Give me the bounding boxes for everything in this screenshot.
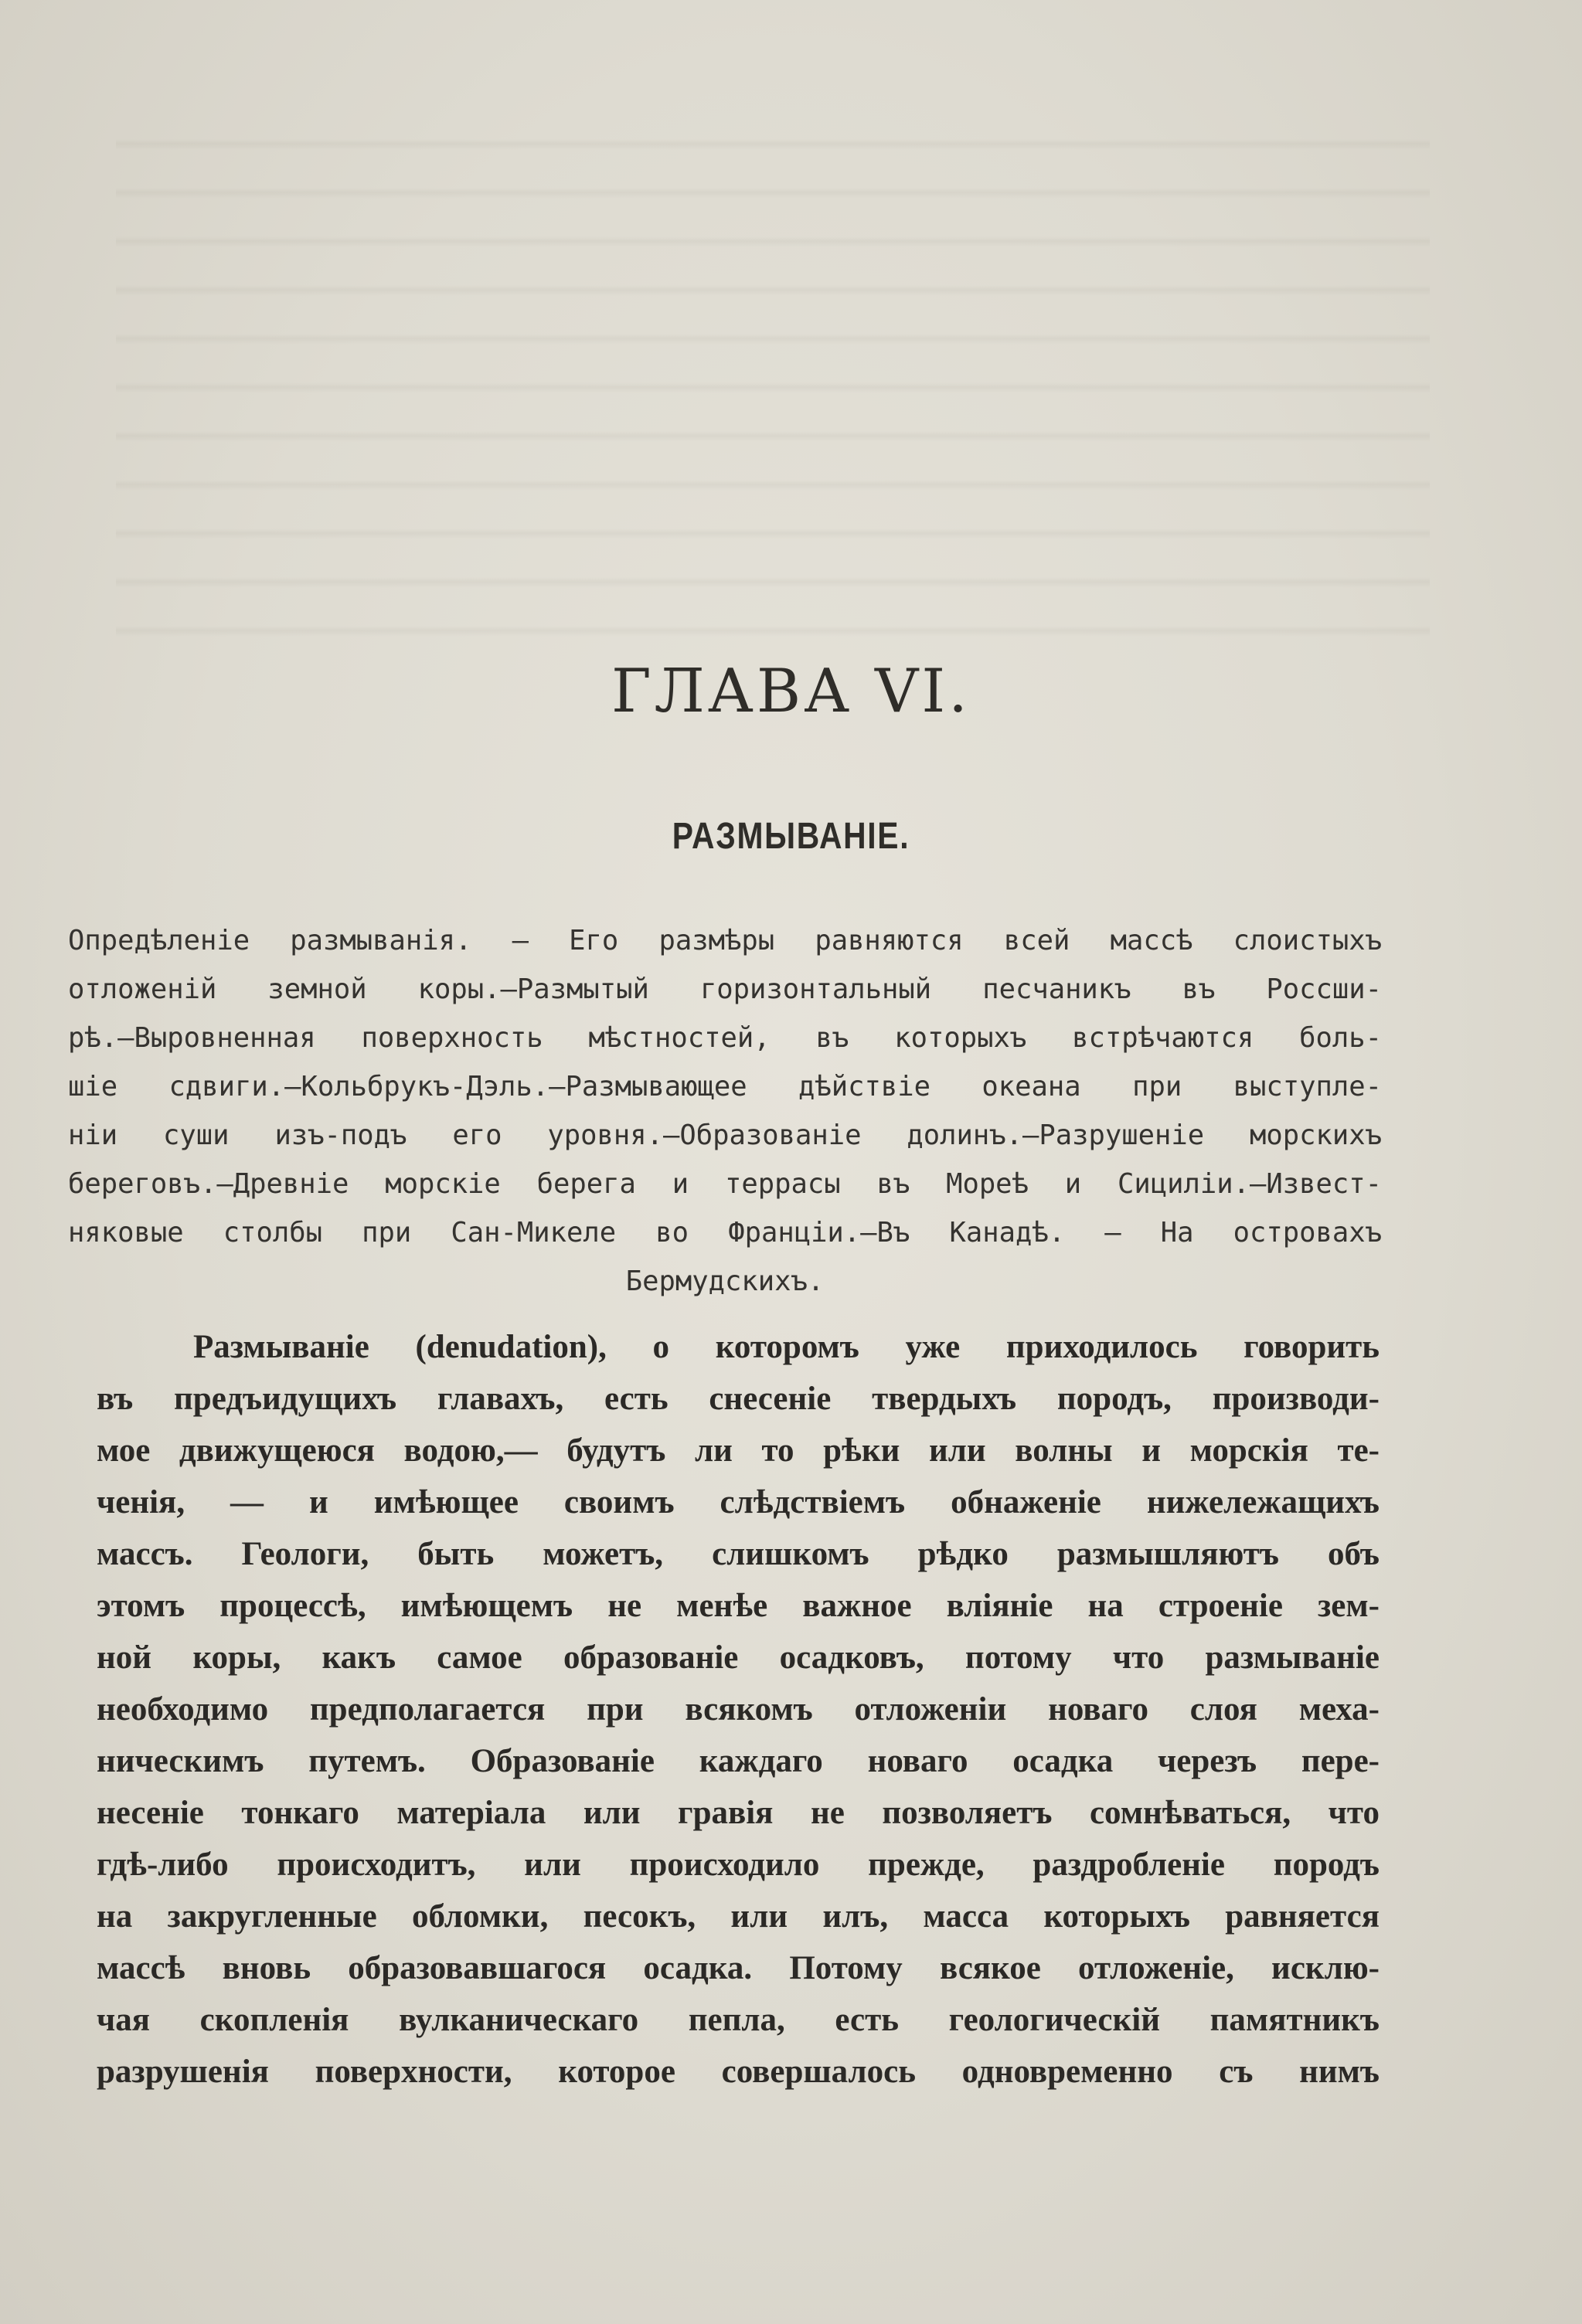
chapter-title: ГЛАВА VI. <box>611 657 971 726</box>
summary-line: отложеній земной коры.—Размытый горизонтальный песчаникъ въ Россши- <box>68 973 1382 1005</box>
body-line: массѣ вновь образовавшагося осадка. Потому всякое отложеніе, исклю- <box>97 1950 1380 1986</box>
chapter-summary <box>68 916 1382 1306</box>
body-line: этомъ процессѣ, имѣющемъ не менѣе важное вліяніе на строеніе зем- <box>97 1588 1380 1624</box>
bleed-through-text <box>116 116 1430 657</box>
summary-line: ніи суши изъ-подъ его уровня.—Образованіе долинъ.—Разрушеніе морскихъ <box>68 1120 1382 1151</box>
body-line: несеніе тонкаго матеріала или гравія не позволяетъ сомнѣваться, что <box>97 1795 1380 1831</box>
summary-line: береговъ.—Древніе морскіе берега и террасы въ Мореѣ и Сициліи.—Извест- <box>68 1168 1382 1200</box>
body-line: массъ. Геологи, быть можетъ, слишкомъ рѣдко размышляютъ объ <box>97 1536 1380 1572</box>
body-line: необходимо предполагается при всякомъ отложеніи новаго слоя меха- <box>97 1691 1380 1728</box>
summary-line: Опредѣленіе размыванія. — Его размѣры равняются всей массѣ слоистыхъ <box>68 925 1382 956</box>
body-line: ной коры, какъ самое образованіе осадковъ, потому что размываніе <box>97 1639 1380 1676</box>
body-line: мое движущеюся водою,— будутъ ли то рѣки или волны и морскія те- <box>97 1432 1380 1469</box>
body-line: разрушенія поверхности, которое совершалось одновременно съ нимъ <box>97 2054 1380 2090</box>
body-paragraph <box>97 1321 1380 2098</box>
summary-line: няковые столбы при Сан-Микеле во Франціи.—Въ Канадѣ. — На островахъ <box>68 1217 1382 1249</box>
body-line: чая скопленія вулканическаго пепла, есть геологическій памятникъ <box>97 2002 1380 2038</box>
summary-line: шіе сдвиги.—Кольбрукъ-Дэль.—Размывающее дѣйствіе океана при выступле- <box>68 1071 1382 1103</box>
body-line: ченія, — и имѣющее своимъ слѣдствіемъ обнаженіе нижележащихъ <box>97 1484 1380 1520</box>
body-line: ническимъ путемъ. Образованіе каждаго новаго осадка черезъ пере- <box>97 1743 1380 1779</box>
body-line: на закругленные обломки, песокъ, или илъ, масса которыхъ равняется <box>97 1898 1380 1935</box>
body-line: гдѣ-либо происходитъ, или происходило прежде, раздробленіе породъ <box>97 1847 1380 1883</box>
body-line: въ предъидущихъ главахъ, есть снесеніе твердыхъ породъ, производи- <box>97 1381 1380 1417</box>
section-title: РАЗМЫВАНІЕ. <box>672 816 910 857</box>
body-line: Размываніе (denudation), о которомъ уже приходилось говорить <box>193 1329 1380 1365</box>
summary-line: Бермудскихъ. <box>625 1266 825 1297</box>
summary-line: рѣ.—Выровненная поверхность мѣстностей, въ которыхъ встрѣчаются боль- <box>68 1022 1382 1054</box>
